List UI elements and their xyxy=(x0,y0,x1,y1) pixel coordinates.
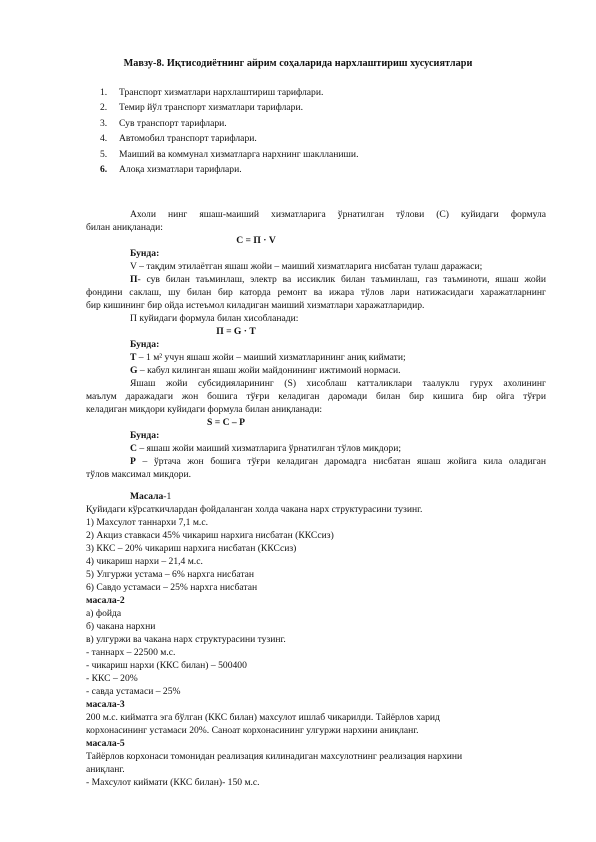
paragraph-line: келадиган микдори куйидаги формула билан аниқланади: xyxy=(86,404,322,415)
task-item: 3) ККС – 20% чикариш нархига нисбатан (ККСсиз) xyxy=(86,543,297,554)
topic-list-item xyxy=(100,147,540,162)
symbol: Р xyxy=(130,456,136,467)
definition-line: С – яшаш жойи маиший хизматларига ўрнатилган тўлов микдори; xyxy=(130,443,402,454)
page-title: Мавзу-8. Иқтисодиётнинг айрим соҳаларида нархлаштириш хусусиятлари xyxy=(123,58,473,69)
task-item: б) чакана нархни xyxy=(86,621,156,632)
task-item: - савда устамаси – 25% xyxy=(86,686,181,697)
paragraph-line: билан аниқланади: xyxy=(86,222,163,233)
topic-list-item xyxy=(100,100,540,115)
definition-line: V – тақдим этилаётган яшаш жойи – маиший хизматларига нисбатан тулаш даражаси; xyxy=(130,261,483,272)
topic-text: Маиший ва коммунал хизматларга нархнинг шаклланиши. xyxy=(119,148,359,160)
topic-list-item xyxy=(100,131,540,146)
task-item: - таннарх – 22500 м.с. xyxy=(86,647,176,658)
definition-line: П- сув билан таъминлаш, электр ва иссиклик билан таъминлаш, газ таъминоти, яшаш жойи xyxy=(130,274,546,285)
formula: S = C – P xyxy=(207,417,245,428)
definition-line: Т – 1 м² учун яшаш жойи – маиший хизматларининг аниқ киймати; xyxy=(130,352,406,363)
topic-number: 6. xyxy=(100,164,108,176)
paragraph-line: П куйидаги формула билан хисобланади: xyxy=(130,313,299,324)
topic-number: 3. xyxy=(100,117,108,129)
task-heading: масала-5 xyxy=(86,738,125,749)
task-item: 2) Акциз ставкаси 45% чикариш нархига нисбатан (ККСсиз) xyxy=(86,530,334,541)
definition-heading: Бунда: xyxy=(130,248,160,259)
task-item: 6) Савдо устамаси – 25% нархга нисбатан xyxy=(86,582,258,593)
task-heading: масала-3 xyxy=(86,699,125,710)
task-item: - Махсулот киймати (ККС билан)- 150 м.с. xyxy=(86,777,260,788)
task-item: - ККС – 20% xyxy=(86,673,138,684)
paragraph-line: маълум даражадаги жон бошига тўғри келадиган даромади билан бир кишига бир ойга тўғри xyxy=(86,391,546,402)
topic-text: Темир йўл транспорт хизматлари тарифлари. xyxy=(119,102,303,114)
paragraph-line: Яшаш жойи субсидияларининг (S) хисоблаш катталиклари таалуклu гурух ахолининг xyxy=(130,378,546,389)
task-item: в) улгуржи ва чакана нарх структурасини тузинг. xyxy=(86,634,286,645)
topic-number: 2. xyxy=(100,102,108,114)
topic-text: Алоқа хизматлари тарифлари. xyxy=(119,164,242,176)
definition-line: Р – ўртача жон бошига тўғри келадиган даромадга нисбатан яшаш жойига кила оладиган xyxy=(130,456,546,467)
topic-list-item xyxy=(100,85,540,100)
definition-heading: Бунда: xyxy=(130,339,160,350)
topic-number: 1. xyxy=(100,87,108,98)
topic-list-item xyxy=(100,116,540,131)
task-text: 200 м.с. кийматга эга бўлган (ККС билан) махсулот ишлаб чикарилди. Тайёрлов харид xyxy=(86,712,440,723)
topic-text: Автомобил транспорт тарифлари. xyxy=(119,133,257,145)
task-intro: Қуйидаги кўрсаткичлардан фойдаланган холда чакана нарх структурасини тузинг. xyxy=(86,504,423,515)
task-item: 4) чикариш нархи – 21,4 м.с. xyxy=(86,556,203,567)
symbol: G xyxy=(130,365,138,376)
symbol: П xyxy=(130,274,138,285)
symbol: С xyxy=(130,443,137,454)
task-item: а) фойда xyxy=(86,608,122,619)
topic-text: Сув транспорт тарифлари. xyxy=(119,117,227,129)
definition-line: тўлов максимал микдори. xyxy=(86,469,191,480)
topic-list xyxy=(100,85,540,177)
formula: П = G · Т xyxy=(216,326,256,337)
definition-line: G – кабул килинган яшаш жойи майдонининг ижтимоий нормаси. xyxy=(130,365,401,376)
task-text: Тайёрлов корхонаси томонидан реализация килинадиган махсулотнинг реализация нархини xyxy=(86,751,463,762)
task-item: 1) Махсулот таннархи 7,1 м.с. xyxy=(86,517,208,528)
task-item: 5) Улгуржи устама – 6% нархга нисбатан xyxy=(86,569,255,580)
task-heading: Масала-1 xyxy=(130,491,172,502)
definition-heading: Бунда: xyxy=(130,430,160,441)
formula: С = П · V xyxy=(236,235,276,246)
topic-number: 5. xyxy=(100,148,108,160)
task-text: аниқланг. xyxy=(86,764,125,775)
task-item: - чикариш нархи (ККС билан) – 500400 xyxy=(86,660,247,671)
paragraph-line: Ахоли нинг яшаш-маиший хизматларига ўрнатилган тўлови (С) куйидаги формула xyxy=(130,209,546,220)
topic-text: Транспорт хизматлари нархлаштириш тарифлари. xyxy=(119,87,324,98)
definition-line: фондини саклаш, шу билан бир каторда ремонт ва ижара тўлов лари натижасидаги харажатларнинг xyxy=(86,287,546,298)
symbol: Т xyxy=(130,352,137,363)
task-text: корхонасининг устамаси 20%. Саноат корхонасининг улгуржи нархини аниқланг. xyxy=(86,725,419,736)
definition-line: бир кишининг бир ойда истеъмол киладиган маиший хизматлари харажатларидир. xyxy=(86,300,425,311)
task-heading: масала-2 xyxy=(86,595,125,606)
topic-number: 4. xyxy=(100,133,108,145)
topic-list-item xyxy=(100,162,540,177)
